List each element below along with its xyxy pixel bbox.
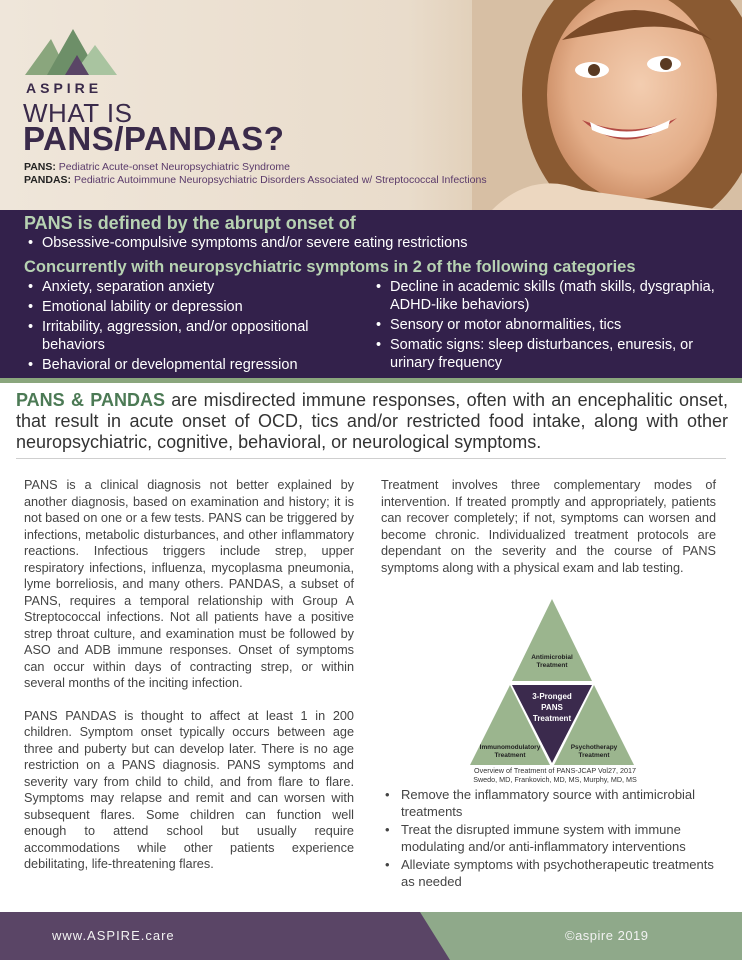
diagnosis-column — [24, 477, 354, 873]
diagram-center-3: Treatment — [532, 714, 572, 723]
footer-copyright: ©aspire 2019 — [565, 928, 649, 943]
section-divider — [16, 458, 726, 459]
aspire-mountain-logo — [25, 25, 117, 81]
list-item: • Irritability, aggression, and/or oppositional behaviors — [24, 318, 364, 354]
smiling-girl-photo — [472, 0, 742, 210]
green-divider — [0, 378, 742, 383]
paragraph-prevalence: PANS PANDAS is thought to affect at least 1 in 200 children. Symptom onset typically occurs between age three and puberty but can develop later. There is no age restriction on a PANS diagnosis. PANS symptoms and severity vary from child to child, and from flare to flare. Symptoms may relapse and remit and can worsen with subsequent flares. Some children can function well enough to attend school but usually require accommodations while other patients experience debilitating, life-threatening flares. — [24, 708, 354, 871]
criteria-heading-categories: Concurrently with neuropsychiatric symptoms in 2 of the following categories — [24, 258, 636, 276]
criteria-heading-onset: PANS is defined by the abrupt onset of — [24, 213, 356, 233]
summary-lead: PANS & PANDAS — [16, 390, 165, 410]
onset-list — [24, 234, 714, 254]
brand-name: ASPIRE — [26, 80, 103, 96]
diagram-label-top-1: Antimicrobial — [531, 654, 573, 661]
definition-text: Pediatric Autoimmune Neuropsychiatric Disorders Associated w/ Streptococcal Infections — [71, 174, 487, 186]
diagram-label-top-2: Treatment — [536, 662, 568, 669]
list-item: • Alleviate symptoms with psychotherapeutic treatments as needed — [381, 857, 716, 890]
list-item: • Treat the disrupted immune system with immune modulating and/or anti-inflammatory interventions — [381, 822, 716, 855]
list-item: • Emotional lability or depression — [24, 298, 364, 316]
definition-text: Pediatric Acute-onset Neuropsychiatric Syndrome — [55, 161, 290, 173]
caption-line: Overview of Treatment of PANS-JCAP Vol27, 2017 — [474, 766, 636, 775]
header-banner — [0, 0, 742, 210]
paragraph-diagnosis: PANS is a clinical diagnosis not better explained by another diagnosis, based on examination and history; it is not based on one or a few tests. PANS can be triggered by infections, metabolic disturbances, and other inflammatory reactions. Infectious triggers include strep, upper respiratory infections, influenza, mycoplasma pneumonia, lyme borreliosis, and many others. PANDAS, a subset of PANS, requires a temporal relationship with Group A Streptococcal infections. Not all patients have a positive strep throat culture, and examination must be followed by ASO and ADB immune responses. Onset of symptoms can occur within days of contracting strep, or within several months of the inciting infection. — [24, 478, 354, 690]
treatment-column — [381, 477, 716, 576]
treatment-triangle-diagram — [458, 597, 646, 767]
categories-list-left — [24, 278, 364, 376]
list-item: • Anxiety, separation anxiety — [24, 278, 364, 296]
definition-pandas — [24, 174, 487, 187]
criteria-band — [0, 210, 742, 378]
diagram-label-right-1: Psychotherapy — [570, 744, 618, 751]
diagram-center-2: PANS — [541, 703, 563, 712]
summary-text: are misdirected immune responses, often with an encephalitic onset, that result in acute onset of OCD, tics and/or restricted food intake, along with other neuropsychiatric, cognitive, behavioral, or neurological symptoms. — [16, 390, 728, 452]
categories-list-right — [372, 278, 724, 374]
footer-website-link[interactable]: www.ASPIRE.care — [52, 928, 175, 943]
list-item: • Obsessive-compulsive symptoms and/or severe eating restrictions — [24, 234, 714, 252]
diagram-label-left-2: Treatment — [494, 752, 526, 759]
caption-line: Swedo, MD, Frankovich, MD, MS, Murphy, MD, MS — [473, 774, 637, 784]
acronym-definitions — [24, 161, 487, 187]
diagram-label-left-1: Immunomodulatory — [479, 744, 541, 751]
definition-term: PANDAS: — [24, 174, 72, 186]
page-title: PANS/PANDAS? — [23, 120, 285, 157]
definition-term: PANS: — [24, 161, 56, 173]
paragraph-treatment: Treatment involves three complementary modes of intervention. If treated promptly and appropriately, patients can recover completely; if not, symptoms can worsen and become chronic. Individualized treatment protocols are dependant on the severity and the course of PANS symptoms along with a physical exam and lab testing. — [381, 478, 716, 575]
list-item: • Remove the inflammatory source with antimicrobial treatments — [381, 787, 716, 820]
list-item: • Behavioral or developmental regression — [24, 356, 364, 374]
diagram-caption — [450, 767, 660, 784]
list-item: • Somatic signs: sleep disturbances, enuresis, or urinary frequency — [372, 336, 724, 372]
definition-pans — [24, 161, 487, 174]
treatment-bullets — [381, 787, 716, 892]
diagram-label-right-2: Treatment — [578, 752, 610, 759]
summary-statement — [16, 390, 728, 453]
title-line-1: WHAT IS — [23, 98, 133, 128]
list-item: • Sensory or motor abnormalities, tics — [372, 316, 724, 334]
list-item: • Decline in academic skills (math skills, dysgraphia, ADHD-like behaviors) — [372, 278, 724, 314]
footer — [0, 912, 742, 960]
diagram-center-1: 3-Pronged — [532, 692, 572, 701]
